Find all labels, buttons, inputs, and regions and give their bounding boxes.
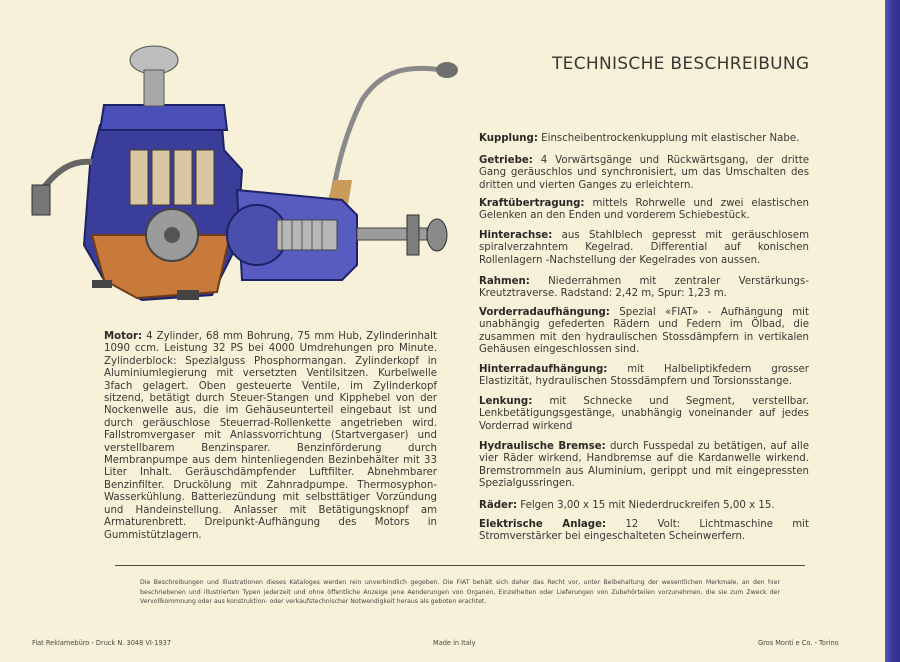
spec-text: 12 Volt: Lichtmaschine mit Stromverstärker bei eingeschalteten Scheinwerfern. bbox=[479, 519, 809, 543]
spec-text: mit Halbeliptikfedern grosser Elastizität, hydraulischen Stossdämpfern und Torsionsstange. bbox=[479, 364, 809, 388]
engine-cutaway-illustration bbox=[12, 30, 462, 315]
spec-text: mit Schnecke und Segment, verstellbar. Lenkbetätigungsgestänge, unabhängig voneinander auf jedes Vorderrad wirkend bbox=[479, 396, 809, 432]
spec-text: Niederrahmen mit zentraler Verstärkungs-Kreutztraverse. Radstand: 2,42 m, Spur: 1,23 m. bbox=[479, 276, 809, 300]
spec-motor bbox=[104, 331, 437, 542]
spec-vorderradaufhaengung bbox=[479, 307, 809, 357]
spec-label: Lenkung: bbox=[479, 396, 533, 407]
spec-kraftuebertragung bbox=[479, 198, 809, 223]
spec-rahmen bbox=[479, 276, 809, 301]
spec-text: Einscheibentrockenkupplung mit elastischer Nabe. bbox=[541, 133, 800, 144]
spec-label: Kraftübertragung: bbox=[479, 198, 585, 209]
spec-getriebe bbox=[479, 155, 809, 192]
spec-text: durch Fusspedal zu betätigen, auf alle vier Räder wirkend, Handbremse auf die Kardanwelle wirkend. Bremstrommeln aus Aluminium, gerippt und mit eingepressten Spezialgussringen. bbox=[479, 441, 809, 490]
spec-label: Räder: bbox=[479, 500, 518, 511]
spec-text: Spezial «FIAT» - Aufhängung mit unabhängig gefederten Rädern und Federn im Ölbad, die zusammen mit den hydraulischen Stossdämpfern in vertikalen Gehäusen eingeschlossen sind. bbox=[479, 307, 809, 356]
page-edge bbox=[885, 0, 900, 662]
spec-elektrische-anlage bbox=[479, 519, 809, 544]
spec-label: Rahmen: bbox=[479, 276, 530, 287]
disclaimer: Die Beschreibungen und Illustrationen dieses Kataloges werden rein unverbindlich gegeben. Die FIAT behält sich daher das Recht vor, unter Beibehaltung der wesentlichen Merkmale, an den hier beschriebenen und illustrierten Typen jederzeit und ohne öffentliche Anzeige jene Aenderungen von Organen, Einzelheiten oder Lieferungen von Zubehörteilen vorzunehmen, die sie zum Zweck der Vervollkommnung oder aus konstruktion- oder verkaufstechnischer Notwendigkeit heraus als geboten erachtet. bbox=[140, 579, 780, 606]
footer-printer-info: Fiat Reklamebüro - Druck N. 3048 VI-1937 bbox=[32, 639, 172, 647]
page-title: TECHNISCHE BESCHREIBUNG bbox=[552, 54, 810, 74]
divider bbox=[115, 565, 805, 566]
spec-label: Elektrische Anlage: bbox=[479, 519, 607, 530]
footer-made-in: Made in Italy bbox=[433, 639, 476, 647]
spec-text: aus Stahlblech gepresst mit geräuschlosem spiralverzahntem Kegelrad. Differential auf konischen Rollenlagern -Nachstellung der Kegelrades von aussen. bbox=[479, 230, 809, 266]
footer-publisher: Gros Monti e Co. - Torino bbox=[758, 639, 839, 647]
spec-text: 4 Vorwärtsgänge und Rückwärtsgang, der dritte Gang geräuschlos und synchronisiert, um das Umschalten des dritten und vierten Ganges zu erleichtern. bbox=[479, 155, 809, 191]
spec-raeder bbox=[479, 500, 809, 512]
spec-label: Hydraulische Bremse: bbox=[479, 441, 606, 452]
spec-label: Motor: bbox=[104, 331, 143, 342]
spec-label: Kupplung: bbox=[479, 133, 538, 144]
spec-lenkung bbox=[479, 396, 809, 433]
spec-hinterradaufhaengung bbox=[479, 364, 809, 389]
spec-hydraulische-bremse bbox=[479, 441, 809, 491]
spec-label: Vorderradaufhängung: bbox=[479, 307, 610, 318]
spec-label: Hinterachse: bbox=[479, 230, 553, 241]
spec-label: Getriebe: bbox=[479, 155, 533, 166]
spec-label: Hinterradaufhängung: bbox=[479, 364, 608, 375]
spec-text: mittels Rohrwelle und zwei elastischen Gelenken an den Enden und vorderem Schiebestück. bbox=[479, 198, 809, 222]
spec-text: 4 Zylinder, 68 mm Bohrung, 75 mm Hub, Zylinderinhalt 1090 ccm. Leistung 32 PS bei 4000 Umdrehungen pro Minute. Zylinderblock: Spezialguss Phosphormangan. Zylinderkopf in Aluminiumlegierung mit versetzten Ventilsitzen. Kurbelwelle 3fach gelagert. Oben gesteuerte Ventile, im Zylinderkopf sitzend, betätigt durch Steuer-Stangen und Kipphebel von der Nockenwelle aus, die im Gehäuseunterteil eingebaut ist und durch geräuschlose Steuerrad-Rollenkette angetrieben wird. Fallstromvergaser mit Anlassvorrichtung (Startvergaser) und verstellbarem Benzinsparer. Benzinförderung durch Membranpumpe aus dem hintenliegenden Bezinbehälter mit 33 Liter Inhalt. Geräuschdämpfender Luftfilter. Abnehmbarer Benzinfilter. Druckölung mit Zahnradpumpe. Thermosyphon-Wasserkühlung. Batteriezündung mit selbsttätiger Vorzündung und Handeinstellung. Anlasser mit Betätigungsknopf am Armaturenbrett. Dreipunkt-Aufhängung des Motors in Gummistützlagern. bbox=[104, 331, 437, 541]
spec-text: Felgen 3,00 x 15 mit Niederdruckreifen 5,00 x 15. bbox=[520, 500, 775, 511]
spec-kupplung bbox=[479, 133, 809, 145]
spec-hinterachse bbox=[479, 230, 809, 267]
